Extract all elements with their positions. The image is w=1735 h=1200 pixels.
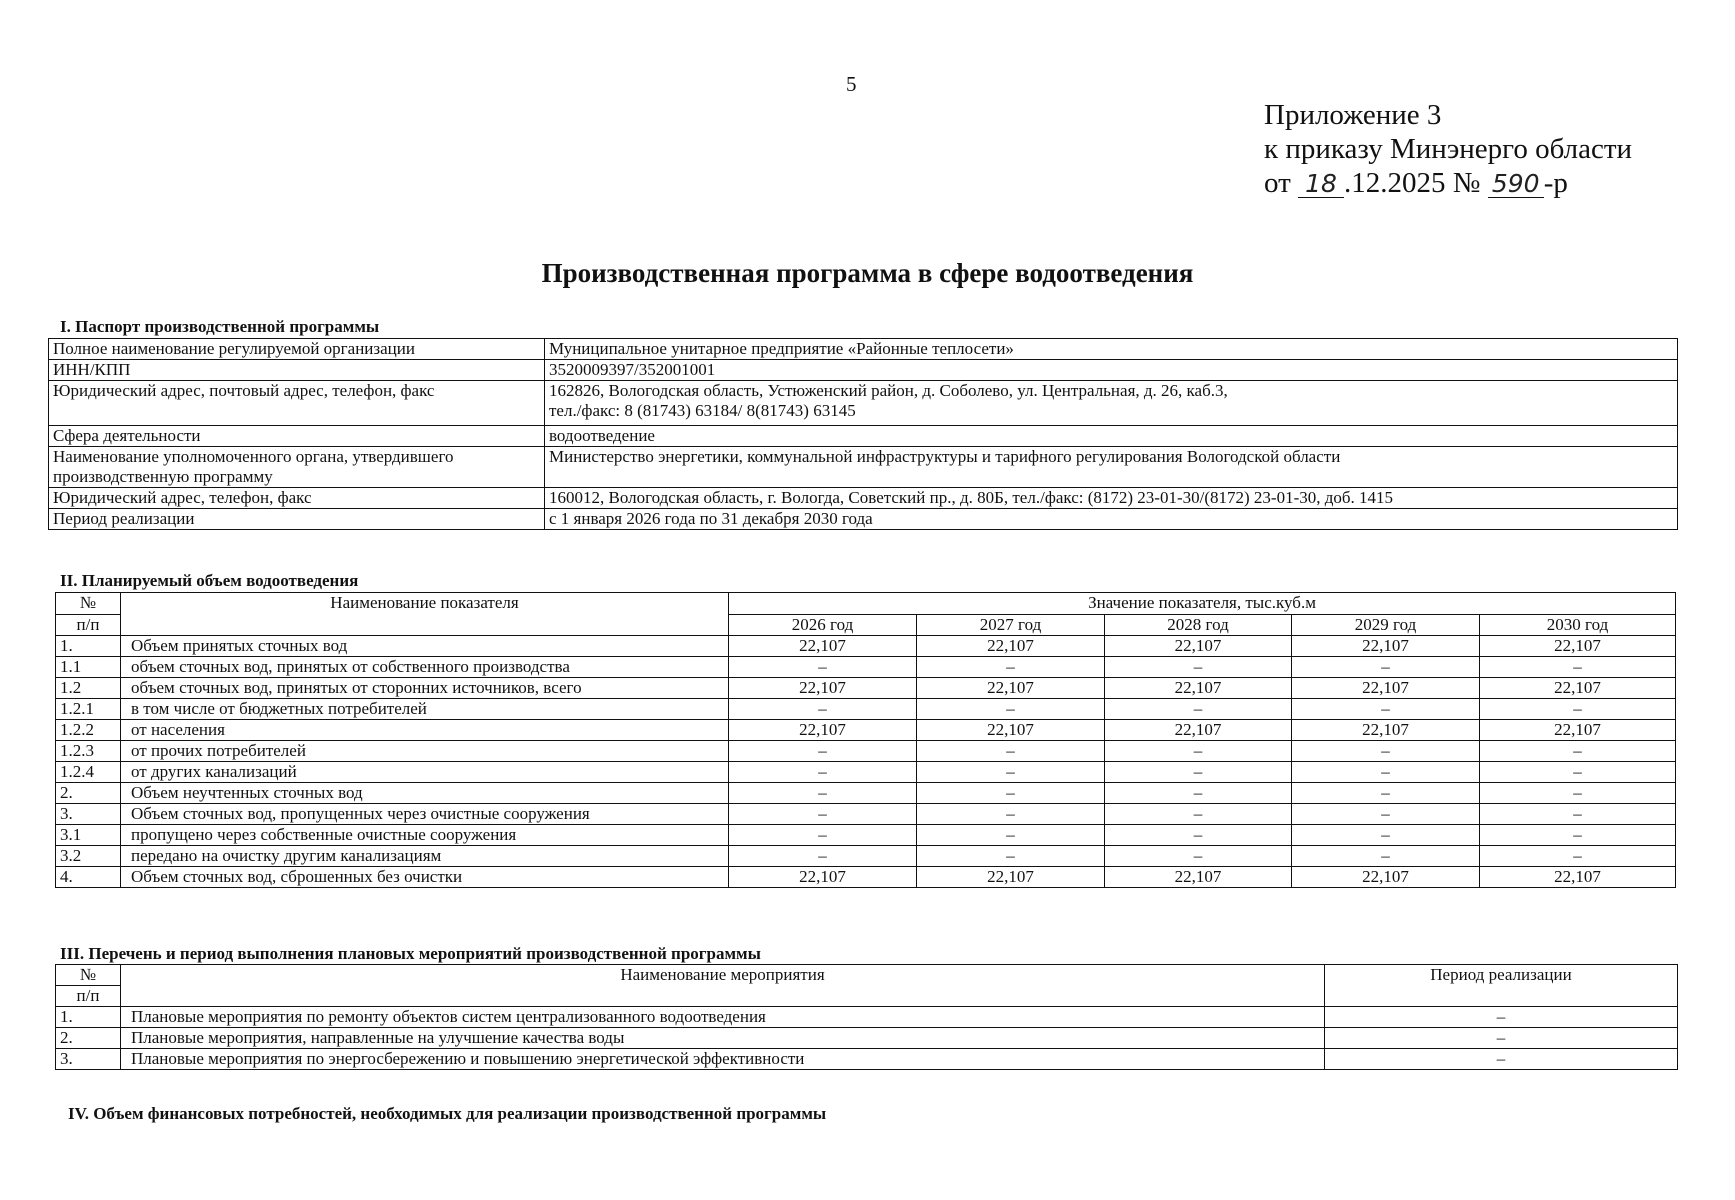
indicator-value: – <box>1105 804 1292 825</box>
indicator-name: от других канализаций <box>121 762 729 783</box>
table-row <box>56 804 1676 825</box>
col-name-header: Наименование мероприятия <box>121 965 1325 1007</box>
row-number: 1.2.3 <box>56 741 121 762</box>
row-number: 3. <box>56 804 121 825</box>
indicator-value: 22,107 <box>729 720 917 741</box>
indicator-value: – <box>1292 657 1480 678</box>
appendix-block <box>1264 98 1632 200</box>
passport-label: Юридический адрес, телефон, факс <box>49 488 545 509</box>
indicator-value: – <box>917 825 1105 846</box>
indicator-value: – <box>917 657 1105 678</box>
indicator-name: Объем сточных вод, сброшенных без очистки <box>121 867 729 888</box>
indicator-value: – <box>1480 762 1676 783</box>
indicator-value: 22,107 <box>1480 720 1676 741</box>
indicator-value: – <box>1292 846 1480 867</box>
indicator-name: пропущено через собственные очистные сооружения <box>121 825 729 846</box>
indicator-value: – <box>1480 741 1676 762</box>
year-header: 2030 год <box>1480 615 1676 636</box>
measures-table-body <box>56 1007 1678 1070</box>
indicator-value: – <box>917 699 1105 720</box>
indicator-value: 22,107 <box>917 720 1105 741</box>
table-row <box>56 720 1676 741</box>
indicator-value: 22,107 <box>729 867 917 888</box>
passport-value: с 1 января 2026 года по 31 декабря 2030 года <box>545 509 1678 530</box>
measure-period: – <box>1325 1007 1678 1028</box>
table-row <box>49 488 1678 509</box>
indicator-value: – <box>1480 783 1676 804</box>
indicator-name: Объем принятых сточных вод <box>121 636 729 657</box>
indicator-value: 22,107 <box>1480 678 1676 699</box>
indicator-value: – <box>917 783 1105 804</box>
year-header: 2028 год <box>1105 615 1292 636</box>
indicator-value: 22,107 <box>1292 720 1480 741</box>
indicator-value: – <box>1292 804 1480 825</box>
passport-value: 160012, Вологодская область, г. Вологда, Советский пр., д. 80Б, тел./факс: (8172) 23-01-30/(8172) 23-01-30, доб. 1415 <box>545 488 1678 509</box>
indicator-value: – <box>729 657 917 678</box>
appendix-line-1: Приложение 3 <box>1264 99 1442 131</box>
table-header-row <box>56 965 1678 986</box>
table-row <box>56 657 1676 678</box>
appendix-date-prefix: от <box>1264 167 1291 199</box>
appendix-line-2: к приказу Минэнерго области <box>1264 133 1633 165</box>
handwritten-day: 18 <box>1298 171 1344 198</box>
indicator-value: – <box>1105 825 1292 846</box>
indicator-value: – <box>729 762 917 783</box>
indicator-value: – <box>1105 699 1292 720</box>
col-num-header: № <box>56 965 121 986</box>
indicator-value: – <box>1292 741 1480 762</box>
indicator-value: – <box>1105 657 1292 678</box>
indicator-value: – <box>1480 657 1676 678</box>
measure-name: Плановые мероприятия по энергосбережению и повышению энергетической эффективности <box>121 1049 1325 1070</box>
measure-period: – <box>1325 1028 1678 1049</box>
indicator-value: 22,107 <box>1105 678 1292 699</box>
section-1-heading: I. Паспорт производственной программы <box>60 317 380 336</box>
table-row <box>56 636 1676 657</box>
volume-table-body <box>56 636 1676 888</box>
measure-period: – <box>1325 1049 1678 1070</box>
indicator-value: – <box>1480 825 1676 846</box>
row-number: 1.2.1 <box>56 699 121 720</box>
row-number: 1. <box>56 636 121 657</box>
table-row <box>56 867 1676 888</box>
measure-name: Плановые мероприятия, направленные на улучшение качества воды <box>121 1028 1325 1049</box>
table-row <box>56 1028 1678 1049</box>
row-number: 2. <box>56 783 121 804</box>
section-4-heading: IV. Объем финансовых потребностей, необходимых для реализации производственной программы <box>68 1104 827 1123</box>
indicator-value: – <box>1105 783 1292 804</box>
indicator-name: в том числе от бюджетных потребителей <box>121 699 729 720</box>
indicator-value: 22,107 <box>1480 867 1676 888</box>
passport-label: Период реализации <box>49 509 545 530</box>
table-row <box>56 846 1676 867</box>
appendix-date-mid: .12.2025 № <box>1344 167 1481 199</box>
passport-label: Полное наименование регулируемой организации <box>49 339 545 360</box>
col-num-header: п/п <box>56 986 121 1007</box>
row-number: 3.1 <box>56 825 121 846</box>
volume-table <box>55 592 1676 888</box>
measures-table <box>55 964 1678 1070</box>
indicator-value: – <box>1480 846 1676 867</box>
row-number: 1.1 <box>56 657 121 678</box>
appendix-date-suffix: -р <box>1543 167 1568 199</box>
row-number: 2. <box>56 1028 121 1049</box>
col-num-header: № <box>56 593 121 615</box>
table-row <box>56 1049 1678 1070</box>
col-period-header: Период реализации <box>1325 965 1678 1007</box>
passport-value <box>545 381 1678 426</box>
indicator-value: 22,107 <box>1292 867 1480 888</box>
table-row <box>49 381 1678 426</box>
table-row <box>56 678 1676 699</box>
indicator-value: 22,107 <box>917 678 1105 699</box>
table-row <box>56 699 1676 720</box>
document-title: Производственная программа в сфере водоотведения <box>541 258 1194 288</box>
table-row <box>49 509 1678 530</box>
passport-value: 3520009397/352001001 <box>545 360 1678 381</box>
indicator-value: – <box>729 825 917 846</box>
year-header: 2029 год <box>1292 615 1480 636</box>
indicator-value: – <box>917 846 1105 867</box>
row-number: 1.2.4 <box>56 762 121 783</box>
passport-table <box>48 338 1678 530</box>
indicator-value: 22,107 <box>1292 678 1480 699</box>
indicator-value: 22,107 <box>1105 867 1292 888</box>
table-row <box>56 825 1676 846</box>
table-row <box>49 339 1678 360</box>
table-row <box>56 741 1676 762</box>
indicator-value: 22,107 <box>917 636 1105 657</box>
passport-label: Сфера деятельности <box>49 426 545 447</box>
handwritten-order-number: 590 <box>1488 171 1544 198</box>
row-number: 4. <box>56 867 121 888</box>
indicator-value: – <box>1105 741 1292 762</box>
indicator-value: 22,107 <box>1292 636 1480 657</box>
passport-value-line: 162826, Вологодская область, Устюженский район, д. Соболево, ул. Центральная, д. 26, каб.3, <box>549 381 1228 400</box>
passport-value: Муниципальное унитарное предприятие «Районные теплосети» <box>545 339 1678 360</box>
passport-value-line: тел./факс: 8 (81743) 63184/ 8(81743) 63145 <box>549 401 856 420</box>
indicator-value: – <box>1292 783 1480 804</box>
indicator-value: 22,107 <box>1105 720 1292 741</box>
table-row <box>56 1007 1678 1028</box>
col-value-group-header: Значение показателя, тыс.куб.м <box>729 593 1676 615</box>
indicator-name: Объем неучтенных сточных вод <box>121 783 729 804</box>
indicator-name: объем сточных вод, принятых от собственного производства <box>121 657 729 678</box>
indicator-value: 22,107 <box>729 636 917 657</box>
indicator-value: – <box>917 804 1105 825</box>
indicator-value: – <box>729 699 917 720</box>
indicator-value: – <box>917 741 1105 762</box>
section-3-heading: III. Перечень и период выполнения плановых мероприятий производственной программы <box>60 944 761 963</box>
passport-label: Юридический адрес, почтовый адрес, телефон, факс <box>49 381 545 426</box>
indicator-name: от населения <box>121 720 729 741</box>
indicator-name: передано на очистку другим канализациям <box>121 846 729 867</box>
indicator-value: 22,107 <box>917 867 1105 888</box>
indicator-value: – <box>1292 825 1480 846</box>
passport-value: водоотведение <box>545 426 1678 447</box>
indicator-value: – <box>1292 762 1480 783</box>
table-row <box>56 762 1676 783</box>
table-row <box>49 447 1678 488</box>
indicator-name: Объем сточных вод, пропущенных через очистные сооружения <box>121 804 729 825</box>
year-header: 2027 год <box>917 615 1105 636</box>
appendix-line-3 <box>1264 166 1632 200</box>
passport-label-line: производственную программу <box>53 467 273 486</box>
indicator-value: – <box>1480 699 1676 720</box>
indicator-name: от прочих потребителей <box>121 741 729 762</box>
passport-value: Министерство энергетики, коммунальной инфраструктуры и тарифного регулирования Вологодской области <box>545 447 1678 488</box>
indicator-value: – <box>729 846 917 867</box>
indicator-value: – <box>729 741 917 762</box>
indicator-value: – <box>729 804 917 825</box>
indicator-value: – <box>1292 699 1480 720</box>
indicator-value: – <box>1105 846 1292 867</box>
table-header-row <box>56 593 1676 615</box>
passport-label <box>49 447 545 488</box>
passport-label: ИНН/КПП <box>49 360 545 381</box>
indicator-value: – <box>917 762 1105 783</box>
indicator-value: 22,107 <box>1105 636 1292 657</box>
row-number: 1.2.2 <box>56 720 121 741</box>
col-name-header: Наименование показателя <box>121 593 729 636</box>
page-number: 5 <box>846 72 857 96</box>
col-num-header: п/п <box>56 615 121 636</box>
row-number: 3.2 <box>56 846 121 867</box>
passport-label-line: Наименование уполномоченного органа, утвердившего <box>53 447 454 466</box>
table-row <box>56 783 1676 804</box>
year-header: 2026 год <box>729 615 917 636</box>
table-row <box>49 360 1678 381</box>
indicator-value: – <box>729 783 917 804</box>
row-number: 1. <box>56 1007 121 1028</box>
indicator-value: 22,107 <box>1480 636 1676 657</box>
measure-name: Плановые мероприятия по ремонту объектов систем централизованного водоотведения <box>121 1007 1325 1028</box>
indicator-name: объем сточных вод, принятых от сторонних источников, всего <box>121 678 729 699</box>
indicator-value: – <box>1105 762 1292 783</box>
table-row <box>49 426 1678 447</box>
indicator-value: 22,107 <box>729 678 917 699</box>
section-2-heading: II. Планируемый объем водоотведения <box>60 571 359 590</box>
row-number: 1.2 <box>56 678 121 699</box>
row-number: 3. <box>56 1049 121 1070</box>
indicator-value: – <box>1480 804 1676 825</box>
